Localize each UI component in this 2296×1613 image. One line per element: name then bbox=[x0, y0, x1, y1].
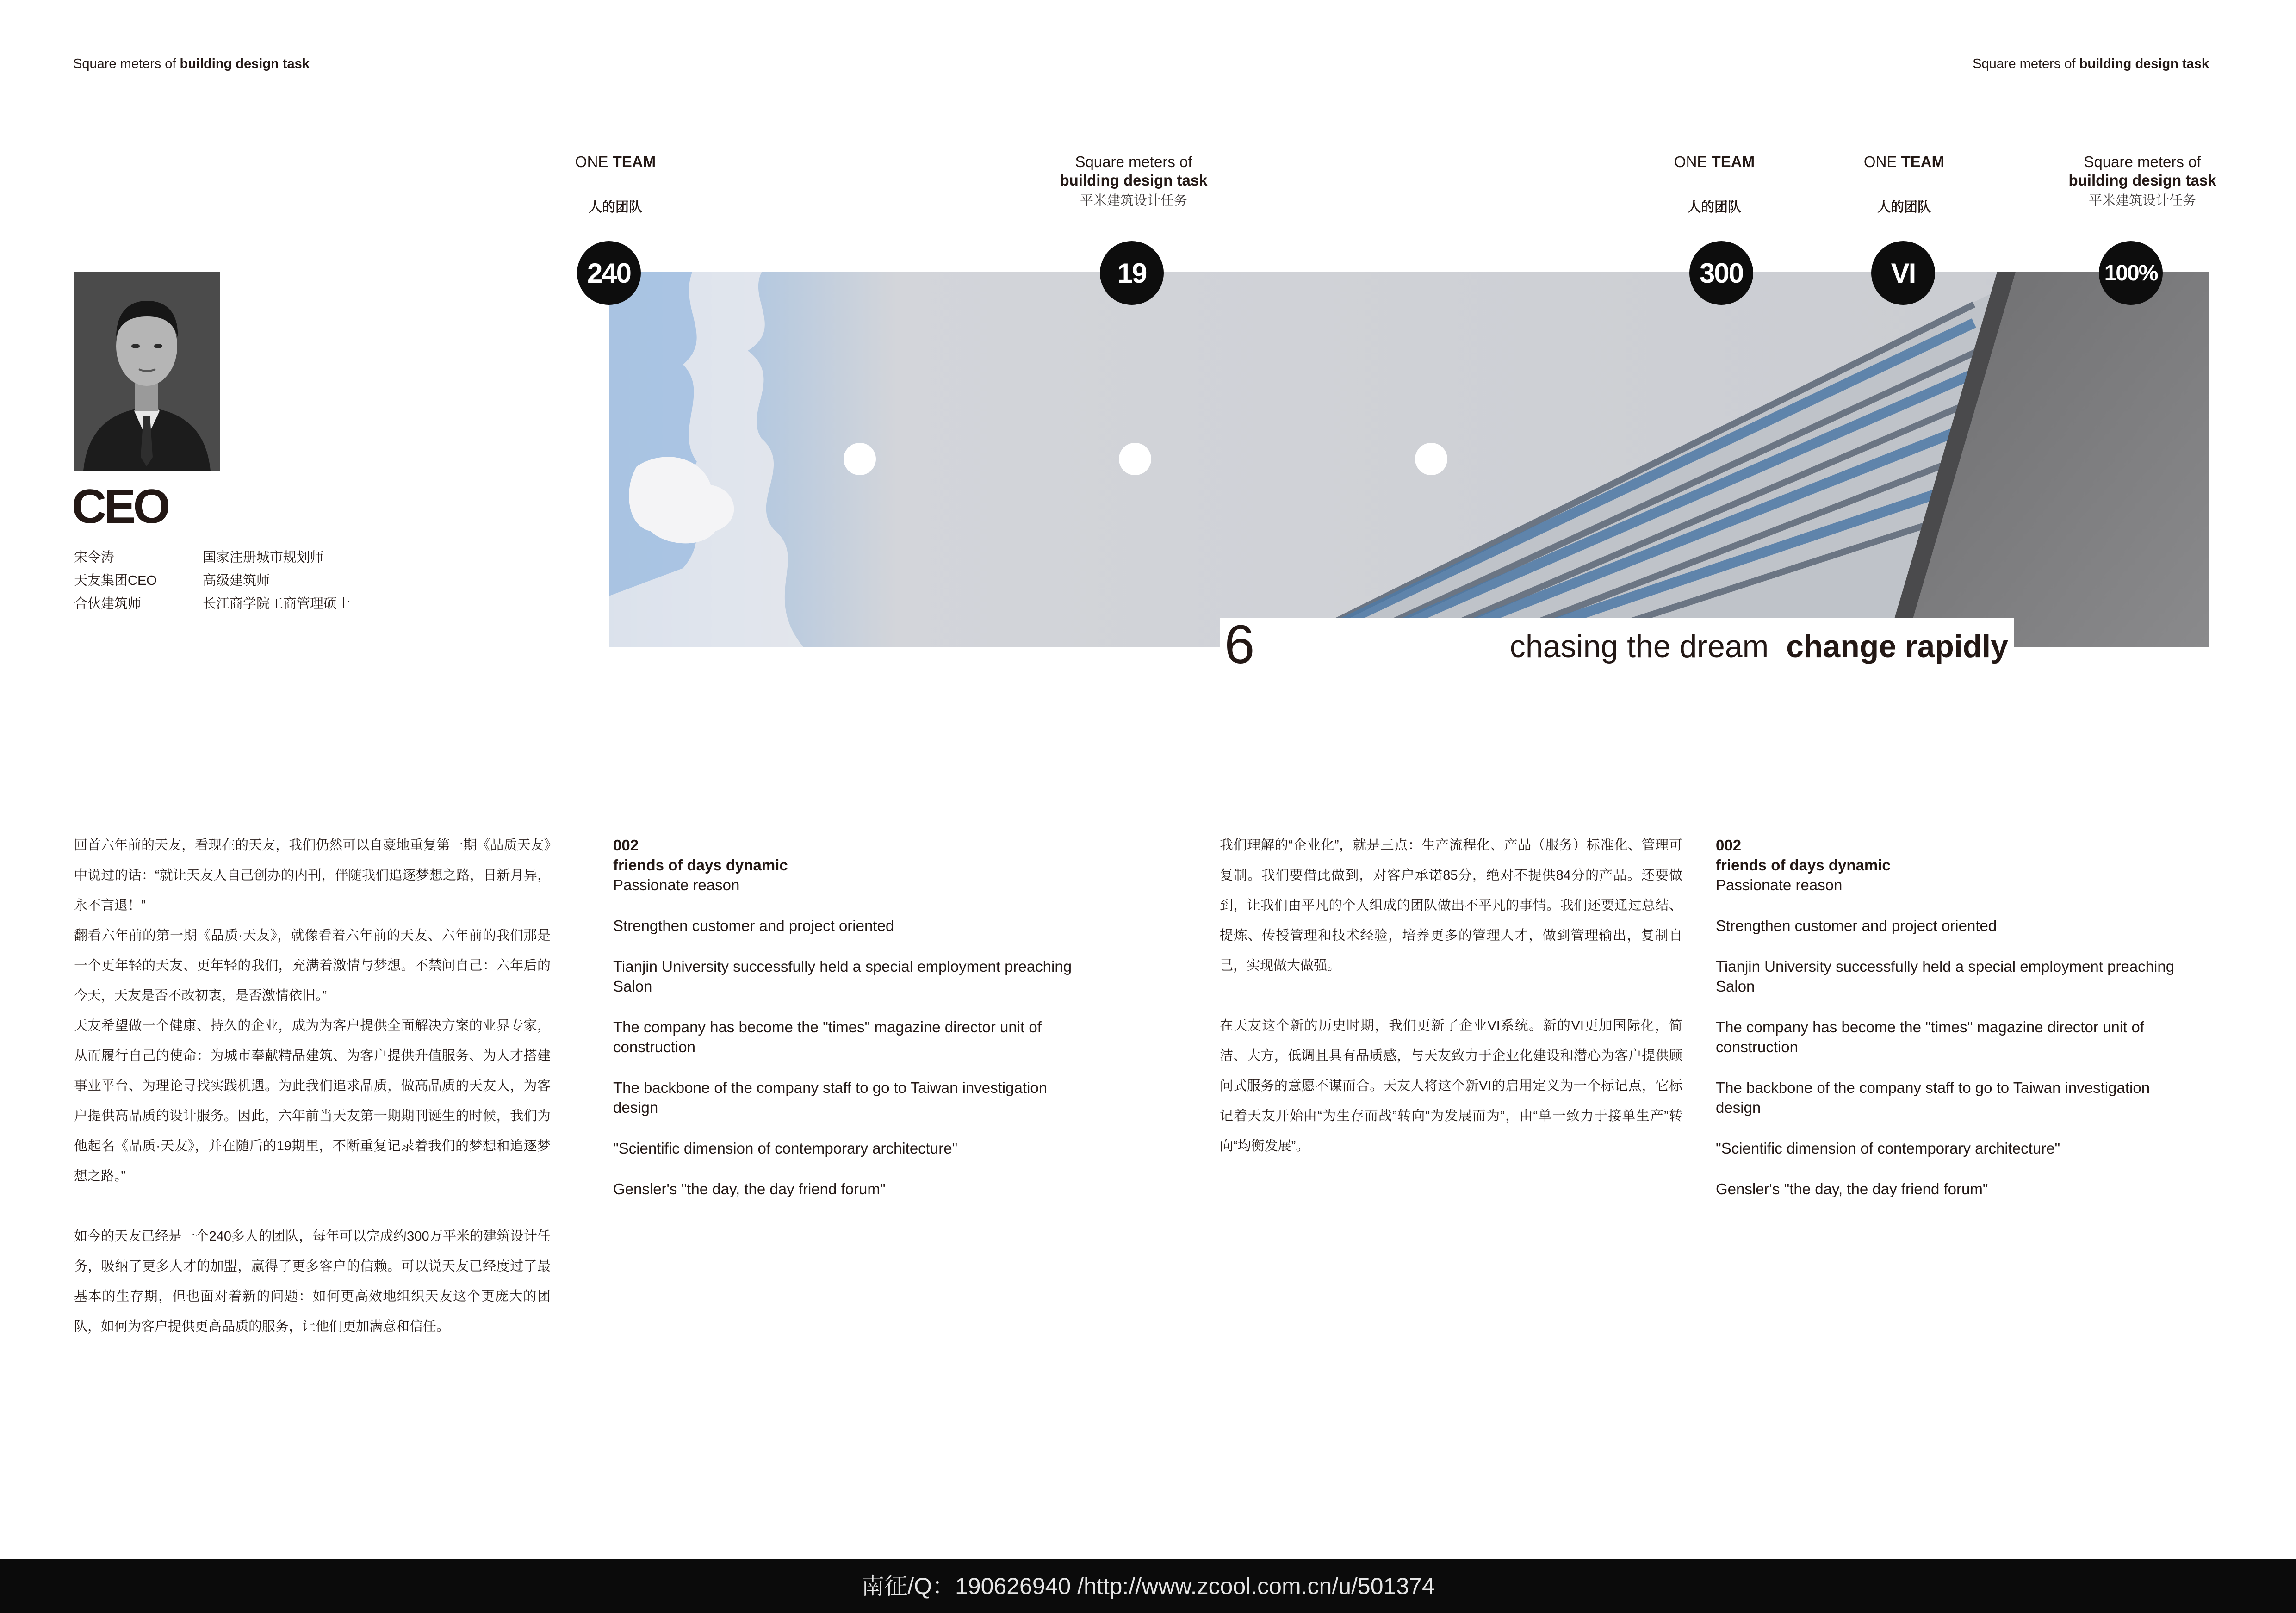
timeline-dot bbox=[844, 443, 876, 475]
ceo-title: CEO bbox=[72, 480, 168, 534]
list-item: The backbone of the company staff to go to Taiwan investigation design bbox=[1716, 1079, 2150, 1116]
stat-label-area-100: Square meters of building design task 平米建筑设计任务 bbox=[2068, 153, 2216, 208]
list-item: Tianjin University successfully held a special employment preaching Salon bbox=[613, 958, 1072, 995]
stat-circle-19: 19 bbox=[1100, 241, 1164, 305]
news-column-1: 002 friends of days dynamic Passionate reason Strengthen customer and project oriented Tianjin University successfully held a special employment preaching Salon The company has become the "times" magazine director unit of construction The backbone of the company staff to go to Taiwan investigation design "Scientific dimension of contemporary architecture" Gensler's "the day, the day friend forum" bbox=[613, 835, 1085, 1220]
stat-label-team-vi: ONE TEAM 人的团队 bbox=[1863, 153, 1945, 215]
header-right-label: Square meters of building design task bbox=[1973, 56, 2209, 71]
article-column-2: 我们理解的“企业化”，就是三点：生产流程化、产品（服务）标准化、管理可复制。我们要借此做到，对客户承诺85分，绝对不提供84分的产品。还要做到，让我们由平凡的个人组成的团队做出不平凡的事情。我们还要通过总结、提炼、传授管理和技术经验，培养更多的管理人才，做到管理输出，复制自己，实现做大做强。 在天友这个新的历史时期，我们更新了企业VI系统。新的VI更加国际化，简洁、大方，低调且具有品质感，与天友致力于企业化建设和潜心为客户提供顾问式服务的意愿不谋而合。天友人将这个新VI的启用定义为一个标记点，它标记着天友开始由“为生存而战”转向“为发展而为”，由“单一致力于接单生产”转向“均衡发展”。 bbox=[1220, 838, 1682, 1154]
list-item: "Scientific dimension of contemporary architecture" bbox=[613, 1140, 958, 1157]
news-column-2: 002 friends of days dynamic Passionate reason Strengthen customer and project oriented Tianjin University successfully held a special employment preaching Salon The company has become the "times" magazine director unit of construction The backbone of the company staff to go to Taiwan investigation design "Scientific dimension of contemporary architecture" Gensler's "the day, the day friend forum" bbox=[1716, 835, 2188, 1220]
stat-circle-vi: VI bbox=[1871, 241, 1935, 305]
stat-label-area-19: Square meters of building design task 平米建筑设计任务 bbox=[1060, 153, 1208, 208]
stat-circle-100: 100% bbox=[2099, 241, 2163, 305]
timeline-dot bbox=[1415, 443, 1447, 475]
footer-credit: 南征/Q：190626940 /http://www.zcool.com.cn/u/501374 bbox=[0, 1559, 2296, 1613]
list-item: Gensler's "the day, the day friend forum" bbox=[1716, 1180, 1988, 1197]
slogan-strip bbox=[1220, 614, 2014, 675]
list-item: Strengthen customer and project oriented bbox=[613, 917, 894, 934]
stat-circle-300: 300 bbox=[1689, 241, 1753, 305]
list-item: The company has become the "times" magazine director unit of construction bbox=[613, 1018, 1042, 1055]
stat-label-team-300: ONE TEAM 人的团队 bbox=[1674, 153, 1755, 215]
header-left-label: Square meters of building design task bbox=[73, 56, 310, 71]
ceo-info-col1: 宋令涛 天友集团CEO 合伙建筑师 bbox=[74, 550, 157, 611]
list-item: Tianjin University successfully held a special employment preaching Salon bbox=[1716, 958, 2175, 995]
article-column-1: 回首六年前的天友，看现在的天友，我们仍然可以自豪地重复第一期《品质天友》中说过的话：“就让天友人自己创办的内刊，伴随我们追逐梦想之路，日新月异，永不言退！” 翻看六年前的第一期《品质·天友》，就像看着六年前的天友、六年前的我们那是一个更年轻的天友、更年轻的我们，充满着激情与梦想。不禁问自己：六年后的今天，天友是否不改初衷，是否激情依旧。” 天友希望做一个健康、持久的企业，成为为客户提供全面解决方案的业界专家，从而履行自己的使命：为城市奉献精品建筑、为客户提供升值服务、为人才搭建事业平台、为理论寻找实践机遇。为此我们追求品质，做高品质的天友人，为客户提供高品质的设计服务。因此，六年前当天友第一期期刊诞生的时候，我们为他起名《品质·天友》，并在随后的19期里，不断重复记录着我们的梦想和追逐梦想之路。” 如今的天友已经是一个240多人的团队，每年可以完成约300万平米的建筑设计任务，吸纳了更多人才的加盟，赢得了更多客户的信赖。可以说天友已经度过了最基本的生存期，但也面对着新的问题：如何更高效地组织天友这个更庞大的团队，如何为客户提供更高品质的服务，让他们更加满意和信任。 bbox=[74, 838, 551, 1334]
slogan-number: 6 bbox=[1224, 614, 1255, 675]
list-item: "Scientific dimension of contemporary architecture" bbox=[1716, 1140, 2060, 1157]
slogan-text: chasing the dream change rapidly bbox=[1509, 629, 2008, 664]
ceo-portrait bbox=[74, 272, 220, 471]
list-item: The company has become the "times" magazine director unit of construction bbox=[1716, 1018, 2144, 1055]
list-item: The backbone of the company staff to go to Taiwan investigation design bbox=[613, 1079, 1048, 1116]
list-item: Gensler's "the day, the day friend forum" bbox=[613, 1180, 886, 1197]
stat-circle-240: 240 bbox=[577, 241, 641, 305]
stat-label-team-240: ONE TEAM 人的团队 bbox=[575, 153, 656, 215]
timeline-dot bbox=[1119, 443, 1151, 475]
list-item: Strengthen customer and project oriented bbox=[1716, 917, 1997, 934]
ceo-info-col2: 国家注册城市规划师 高级建筑师 长江商学院工商管理硕士 bbox=[203, 550, 351, 611]
